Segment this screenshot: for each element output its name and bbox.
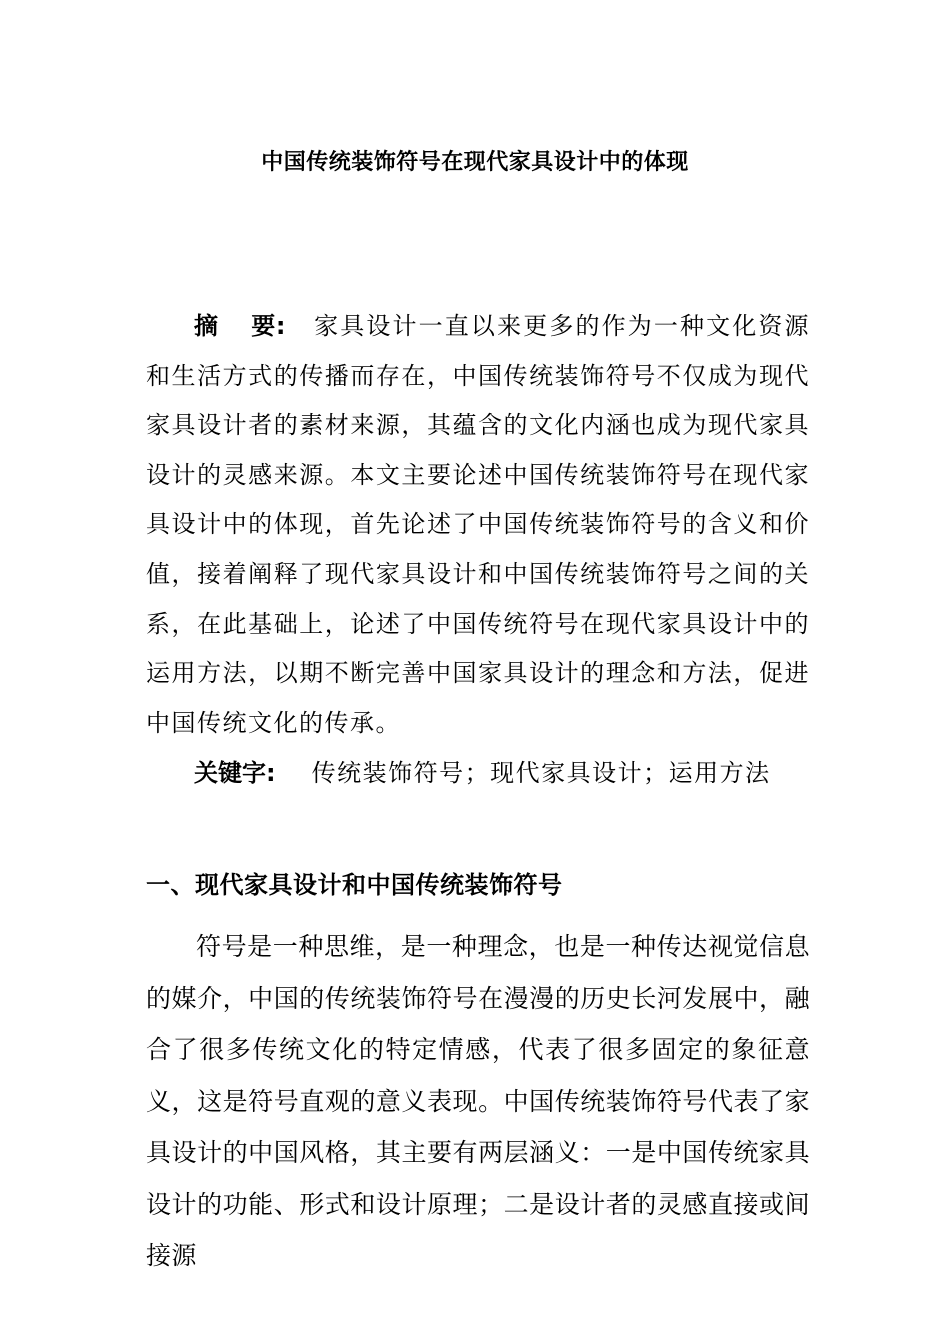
abstract-text: 家具设计一直以来更多的作为一种文化资源和生活方式的传播而存在，中国传统装饰符号不仅成为现代家具设计者的素材来源，其蕴含的文化内涵也成为现代家具设计的灵感来源。本文主要论述中国传统装饰符号在现代家具设计中的体现，首先论述了中国传统装饰符号的含义和价值，接着阐释了现代家具设计和中国传统装饰符号之间的关系，在此基础上，论述了中国传统符号在现代家具设计中的运用方法，以期不断完善中国家具设计的理念和方法，促进中国传统文化的传承。 (146, 312, 811, 737)
abstract-label (194, 312, 286, 340)
keywords-line (194, 750, 814, 796)
abstract-label-first: 摘 (194, 312, 219, 340)
keywords-label: 关键字: (194, 759, 276, 787)
page-title: 中国传统装饰符号在现代家具设计中的体现 (261, 150, 689, 175)
keywords-text: 传统装饰符号；现代家具设计；运用方法 (311, 759, 771, 787)
section-paragraph: 符号是一种思维，是一种理念，也是一种传达视觉信息的媒介，中国的传统装饰符号在漫漫的历史长河发展中，融合了很多传统文化的特定情感，代表了很多固定的象征意义，这是符号直观的意义表现。中国传统装饰符号代表了家具设计的中国风格，其主要有两层涵义：一是中国传统家具设计的功能、形式和设计原理；二是设计者的灵感直接或间接源 (146, 932, 810, 1270)
section-heading: 一、现代家具设计和中国传统装饰符号 (146, 871, 563, 899)
abstract-paragraph (146, 302, 810, 748)
abstract-label-second: 要: (250, 312, 286, 340)
